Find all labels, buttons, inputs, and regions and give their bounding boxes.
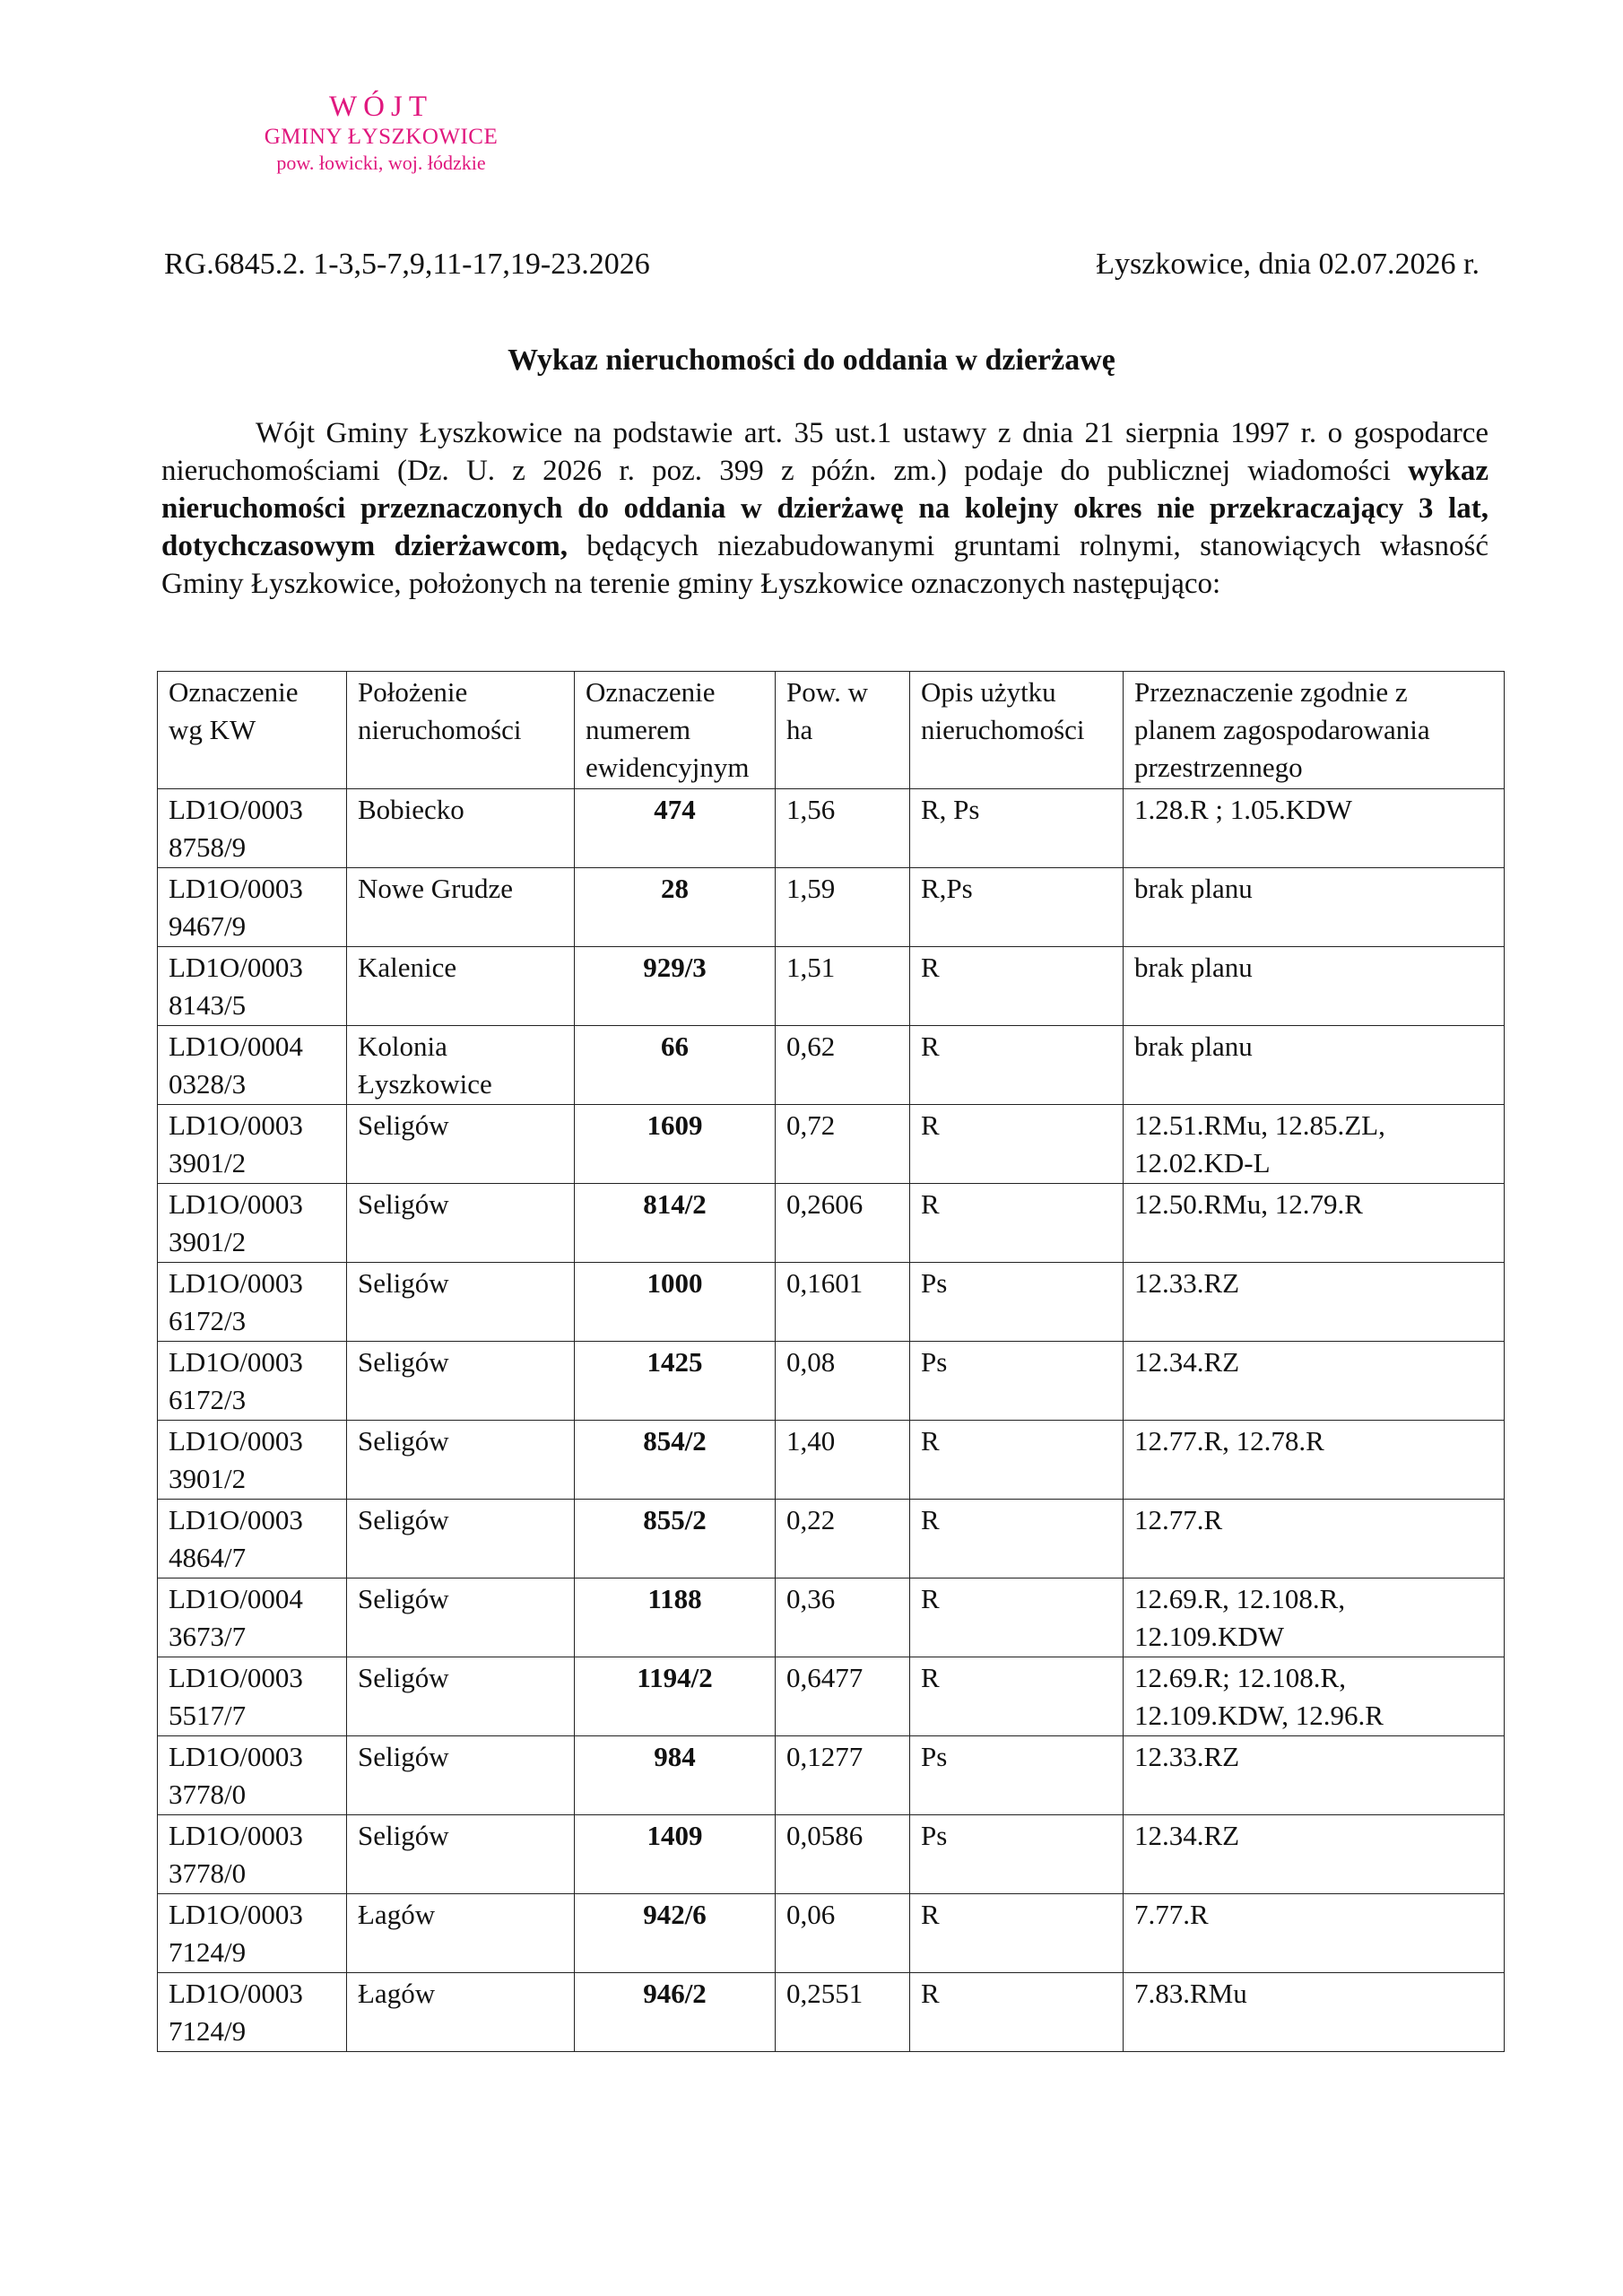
cell-location: Seligów — [347, 1342, 575, 1421]
cell-kw: LD1O/0003 6172/3 — [158, 1263, 347, 1342]
cell-land-use: R — [910, 1184, 1124, 1263]
cell-kw: LD1O/0003 3778/0 — [158, 1736, 347, 1815]
cell-zoning: 12.77.R — [1124, 1500, 1505, 1578]
cell-zoning: 7.83.RMu — [1124, 1973, 1505, 2052]
cell-land-use: R — [910, 1421, 1124, 1500]
cell-area: 0,08 — [776, 1342, 910, 1421]
table-row — [158, 1026, 1505, 1105]
stamp-office: GMINY ŁYSZKOWICE — [264, 125, 499, 149]
table-row — [158, 1263, 1505, 1342]
cell-location: Seligów — [347, 1184, 575, 1263]
header-kw: Oznaczenie wg KW — [158, 672, 347, 789]
table-row — [158, 1105, 1505, 1184]
cell-parcel-number: 1609 — [575, 1105, 776, 1184]
stamp-region: pow. łowicki, woj. łódzkie — [276, 152, 486, 174]
table-row — [158, 868, 1505, 947]
cell-land-use: R, Ps — [910, 789, 1124, 868]
place-and-date: Łyszkowice, dnia 02.07.2026 r. — [1096, 248, 1480, 281]
cell-parcel-number: 1194/2 — [575, 1657, 776, 1736]
table-row — [158, 1421, 1505, 1500]
cell-land-use: Ps — [910, 1815, 1124, 1894]
table-row — [158, 1500, 1505, 1578]
cell-parcel-number: 855/2 — [575, 1500, 776, 1578]
cell-land-use: Ps — [910, 1736, 1124, 1815]
cell-location: Łagów — [347, 1894, 575, 1973]
cell-zoning: brak planu — [1124, 1026, 1505, 1105]
table-header-row — [158, 672, 1505, 789]
cell-zoning: 12.51.RMu, 12.85.ZL, 12.02.KD-L — [1124, 1105, 1505, 1184]
cell-land-use: R — [910, 1894, 1124, 1973]
cell-land-use: R — [910, 1973, 1124, 2052]
cell-location: Kalenice — [347, 947, 575, 1026]
cell-parcel-number: 854/2 — [575, 1421, 776, 1500]
cell-kw: LD1O/0003 3778/0 — [158, 1815, 347, 1894]
cell-parcel-number: 1188 — [575, 1578, 776, 1657]
cell-kw: LD1O/0003 8143/5 — [158, 947, 347, 1026]
intro-text-part2: będących niezabudowanymi gruntami rolnymi, stanowiących własność Gminy Łyszkowice, położonych na terenie gminy Łyszkowice oznaczonych następująco: — [161, 530, 1488, 600]
cell-location: Seligów — [347, 1578, 575, 1657]
cell-area: 0,06 — [776, 1894, 910, 1973]
cell-zoning: 12.50.RMu, 12.79.R — [1124, 1184, 1505, 1263]
cell-area: 0,36 — [776, 1578, 910, 1657]
cell-area: 0,2551 — [776, 1973, 910, 2052]
cell-zoning: 1.28.R ; 1.05.KDW — [1124, 789, 1505, 868]
cell-parcel-number: 28 — [575, 868, 776, 947]
table-row — [158, 789, 1505, 868]
cell-zoning: 12.69.R, 12.108.R, 12.109.KDW — [1124, 1578, 1505, 1657]
stamp-title: WÓJT — [329, 91, 433, 123]
cell-zoning: 12.34.RZ — [1124, 1342, 1505, 1421]
cell-zoning: 12.34.RZ — [1124, 1815, 1505, 1894]
cell-parcel-number: 1425 — [575, 1342, 776, 1421]
cell-location: Bobiecko — [347, 789, 575, 868]
property-table — [157, 671, 1505, 2052]
cell-land-use: R,Ps — [910, 868, 1124, 947]
cell-land-use: R — [910, 1657, 1124, 1736]
cell-location: Łagów — [347, 1973, 575, 2052]
cell-parcel-number: 1000 — [575, 1263, 776, 1342]
cell-kw: LD1O/0003 6172/3 — [158, 1342, 347, 1421]
document-title: Wykaz nieruchomości do oddania w dzierżawę — [508, 344, 1115, 377]
cell-kw: LD1O/0003 3901/2 — [158, 1421, 347, 1500]
cell-parcel-number: 942/6 — [575, 1894, 776, 1973]
cell-parcel-number: 814/2 — [575, 1184, 776, 1263]
table-row — [158, 1578, 1505, 1657]
header-zoning: Przeznaczenie zgodnie z planem zagospodarowania przestrzennego — [1124, 672, 1505, 789]
cell-kw: LD1O/0003 3901/2 — [158, 1105, 347, 1184]
cell-kw: LD1O/0004 3673/7 — [158, 1578, 347, 1657]
cell-area: 1,40 — [776, 1421, 910, 1500]
cell-area: 0,22 — [776, 1500, 910, 1578]
cell-parcel-number: 474 — [575, 789, 776, 868]
cell-location: Seligów — [347, 1263, 575, 1342]
header-location: Położenie nieruchomości — [347, 672, 575, 789]
header-parcel-number: Oznaczenie numerem ewidencyjnym — [575, 672, 776, 789]
reference-number: RG.6845.2. 1-3,5-7,9,11-17,19-23.2026 — [164, 248, 650, 281]
cell-land-use: R — [910, 1026, 1124, 1105]
cell-area: 0,72 — [776, 1105, 910, 1184]
cell-area: 1,51 — [776, 947, 910, 1026]
cell-land-use: Ps — [910, 1342, 1124, 1421]
cell-area: 0,2606 — [776, 1184, 910, 1263]
cell-zoning: brak planu — [1124, 947, 1505, 1026]
table-row — [158, 1184, 1505, 1263]
cell-land-use: R — [910, 1500, 1124, 1578]
cell-zoning: 12.33.RZ — [1124, 1263, 1505, 1342]
header-land-use: Opis użytku nieruchomości — [910, 672, 1124, 789]
table-row — [158, 1973, 1505, 2052]
cell-location: Seligów — [347, 1657, 575, 1736]
intro-paragraph — [161, 414, 1488, 603]
cell-zoning: 12.33.RZ — [1124, 1736, 1505, 1815]
cell-kw: LD1O/0003 4864/7 — [158, 1500, 347, 1578]
cell-kw: LD1O/0003 5517/7 — [158, 1657, 347, 1736]
cell-kw: LD1O/0003 3901/2 — [158, 1184, 347, 1263]
cell-land-use: Ps — [910, 1263, 1124, 1342]
cell-land-use: R — [910, 1105, 1124, 1184]
cell-location: Seligów — [347, 1105, 575, 1184]
cell-location: Kolonia Łyszkowice — [347, 1026, 575, 1105]
cell-location: Seligów — [347, 1500, 575, 1578]
cell-kw: LD1O/0003 9467/9 — [158, 868, 347, 947]
intro-text-bold: wykaz nieruchomości przeznaczonych do oddania w dzierżawę na kolejny okres nie przekraczający 3 lat, dotychczasowym dzierżawcom, — [161, 455, 1488, 562]
table-row — [158, 1894, 1505, 1973]
table-row — [158, 947, 1505, 1026]
cell-parcel-number: 1409 — [575, 1815, 776, 1894]
table-row — [158, 1657, 1505, 1736]
cell-area: 1,56 — [776, 789, 910, 868]
table-row — [158, 1815, 1505, 1894]
cell-parcel-number: 984 — [575, 1736, 776, 1815]
cell-zoning: 7.77.R — [1124, 1894, 1505, 1973]
intro-text-part1: Wójt Gminy Łyszkowice na podstawie art. 35 ust.1 ustawy z dnia 21 sierpnia 1997 r. o gospodarce nieruchomościami (Dz. U. z 2026 r. poz. 399 z późn. zm.) podaje do publicznej wiadomości — [161, 417, 1488, 487]
cell-area: 0,62 — [776, 1026, 910, 1105]
cell-location: Seligów — [347, 1815, 575, 1894]
cell-location: Seligów — [347, 1736, 575, 1815]
cell-zoning: 12.69.R; 12.108.R, 12.109.KDW, 12.96.R — [1124, 1657, 1505, 1736]
cell-land-use: R — [910, 947, 1124, 1026]
cell-area: 0,6477 — [776, 1657, 910, 1736]
cell-kw: LD1O/0003 7124/9 — [158, 1973, 347, 2052]
cell-kw: LD1O/0003 7124/9 — [158, 1894, 347, 1973]
table-row — [158, 1736, 1505, 1815]
cell-parcel-number: 66 — [575, 1026, 776, 1105]
cell-zoning: brak planu — [1124, 868, 1505, 947]
cell-area: 0,0586 — [776, 1815, 910, 1894]
cell-parcel-number: 929/3 — [575, 947, 776, 1026]
cell-kw: LD1O/0003 8758/9 — [158, 789, 347, 868]
cell-location: Nowe Grudze — [347, 868, 575, 947]
cell-zoning: 12.77.R, 12.78.R — [1124, 1421, 1505, 1500]
cell-location: Seligów — [347, 1421, 575, 1500]
cell-kw: LD1O/0004 0328/3 — [158, 1026, 347, 1105]
official-stamp — [229, 90, 534, 175]
header-area: Pow. w ha — [776, 672, 910, 789]
cell-area: 0,1601 — [776, 1263, 910, 1342]
table-row — [158, 1342, 1505, 1421]
cell-area: 1,59 — [776, 868, 910, 947]
cell-area: 0,1277 — [776, 1736, 910, 1815]
cell-parcel-number: 946/2 — [575, 1973, 776, 2052]
cell-land-use: R — [910, 1578, 1124, 1657]
